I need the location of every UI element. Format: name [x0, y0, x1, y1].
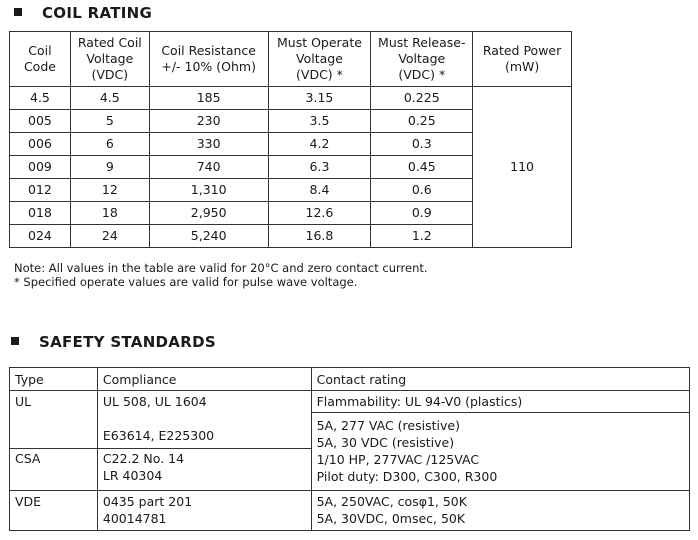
header-rated-power: Rated Power (mW)	[473, 32, 572, 87]
table-row-vde	[10, 491, 690, 531]
header-contact-rating: Contact rating	[311, 368, 689, 391]
cell-type-vde: VDE	[10, 491, 98, 531]
coil-rating-heading: COIL RATING	[14, 4, 152, 22]
coil-rating-notes	[14, 261, 428, 289]
table-row	[10, 87, 572, 110]
cell-coil-code: 006	[10, 133, 71, 156]
cell-ul-csa-rating	[311, 413, 689, 491]
cell-rated-voltage: 9	[70, 156, 149, 179]
cell-resistance: 230	[149, 110, 268, 133]
cell-rated-voltage: 5	[70, 110, 149, 133]
cell-release-voltage: 0.9	[371, 202, 473, 225]
rating-line: 1/10 HP, 277VAC /125VAC	[316, 452, 480, 467]
coil-rating-table	[9, 31, 572, 248]
cell-type-csa: CSA	[10, 449, 98, 491]
cell-resistance: 5,240	[149, 225, 268, 248]
cell-operate-voltage: 16.8	[268, 225, 371, 248]
cell-flammability: Flammability: UL 94-V0 (plastics)	[311, 391, 689, 413]
header-compliance: Compliance	[97, 368, 311, 391]
note-temperature: Note: All values in the table are valid for 20°C and zero contact current.	[14, 261, 428, 275]
cell-coil-code: 024	[10, 225, 71, 248]
cell-coil-code: 005	[10, 110, 71, 133]
cell-release-voltage: 0.45	[371, 156, 473, 179]
safety-standards-table	[9, 367, 690, 531]
cell-rated-power: 110	[473, 87, 572, 248]
cell-release-voltage: 0.25	[371, 110, 473, 133]
cell-operate-voltage: 6.3	[268, 156, 371, 179]
cell-resistance: 740	[149, 156, 268, 179]
rating-line: 5A, 30 VDC (resistive)	[316, 435, 455, 450]
table-header-row	[10, 32, 572, 87]
cell-coil-code: 012	[10, 179, 71, 202]
cell-operate-voltage: 3.15	[268, 87, 371, 110]
header-must-operate: Must Operate Voltage (VDC) *	[268, 32, 371, 87]
table-row-ul	[10, 391, 690, 413]
cell-resistance: 185	[149, 87, 268, 110]
cell-release-voltage: 0.6	[371, 179, 473, 202]
cell-rated-voltage: 24	[70, 225, 149, 248]
cell-rated-voltage: 6	[70, 133, 149, 156]
header-rated-voltage: Rated Coil Voltage (VDC)	[70, 32, 149, 87]
cell-rating-vde: 5A, 250VAC, cosφ1, 50K 5A, 30VDC, 0msec, 50K	[311, 491, 689, 531]
cell-resistance: 1,310	[149, 179, 268, 202]
bullet-square-icon	[14, 8, 22, 16]
cell-coil-code: 009	[10, 156, 71, 179]
cell-release-voltage: 1.2	[371, 225, 473, 248]
cell-compliance-vde: 0435 part 201 40014781	[97, 491, 311, 531]
bullet-square-icon	[11, 337, 19, 345]
note-pulse-wave: * Specified operate values are valid for pulse wave voltage.	[14, 275, 358, 289]
header-coil-resistance: Coil Resistance +/- 10% (Ohm)	[149, 32, 268, 87]
safety-standards-heading: SAFETY STANDARDS	[11, 333, 216, 351]
rating-line: 5A, 277 VAC (resistive)	[316, 418, 460, 433]
header-coil-code: Coil Code	[10, 32, 71, 87]
cell-operate-voltage: 4.2	[268, 133, 371, 156]
cell-compliance-csa: C22.2 No. 14 LR 40304	[97, 449, 311, 491]
cell-coil-code: 018	[10, 202, 71, 225]
cell-operate-voltage: 3.5	[268, 110, 371, 133]
cell-release-voltage: 0.225	[371, 87, 473, 110]
cell-rated-voltage: 4.5	[70, 87, 149, 110]
cell-rated-voltage: 12	[70, 179, 149, 202]
cell-type-ul: UL	[10, 391, 98, 449]
rating-line: Pilot duty: D300, C300, R300	[316, 469, 498, 484]
cell-resistance: 330	[149, 133, 268, 156]
cell-release-voltage: 0.3	[371, 133, 473, 156]
cell-operate-voltage: 12.6	[268, 202, 371, 225]
cell-resistance: 2,950	[149, 202, 268, 225]
header-must-release: Must Release- Voltage (VDC) *	[371, 32, 473, 87]
table-header-row	[10, 368, 690, 391]
cell-rated-voltage: 18	[70, 202, 149, 225]
header-type: Type	[10, 368, 98, 391]
cell-compliance-ul: UL 508, UL 1604 E63614, E225300	[97, 391, 311, 449]
cell-operate-voltage: 8.4	[268, 179, 371, 202]
cell-coil-code: 4.5	[10, 87, 71, 110]
